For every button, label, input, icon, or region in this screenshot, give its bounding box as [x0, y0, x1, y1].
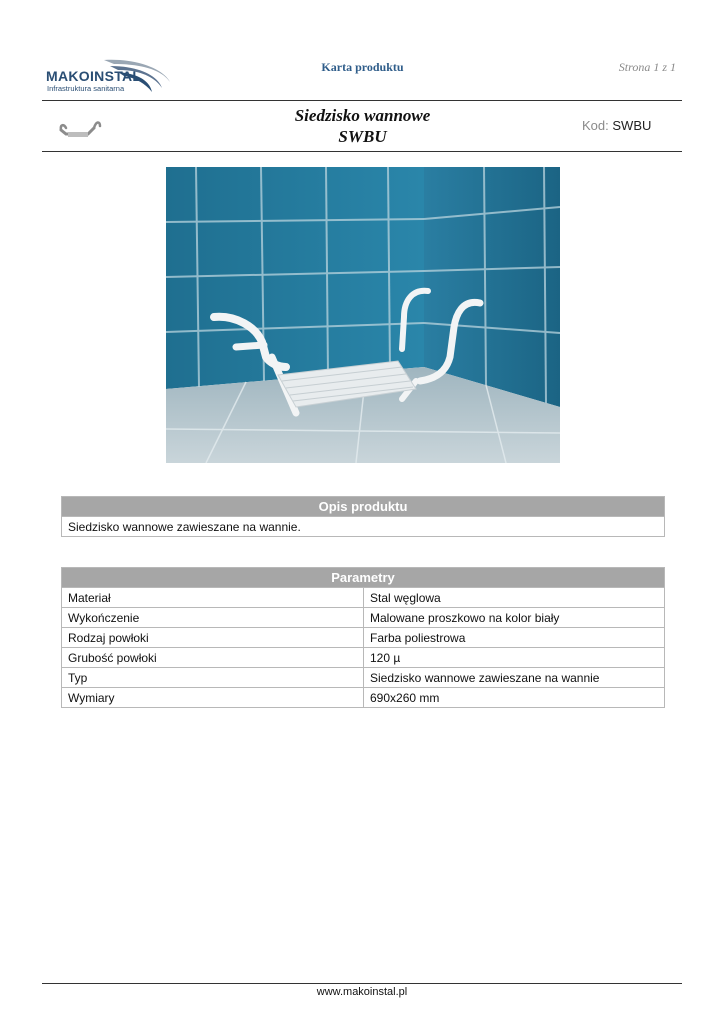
parameters-table	[61, 567, 665, 708]
table-row	[62, 628, 665, 648]
product-code-value: SWBU	[612, 118, 652, 133]
product-code-title: SWBU	[338, 127, 387, 146]
parameters-title: Parametry	[62, 568, 665, 588]
product-code	[582, 118, 651, 133]
product-name: Siedzisko wannowe	[294, 106, 431, 125]
table-row	[62, 648, 665, 668]
param-label: Typ	[62, 668, 364, 688]
param-label: Rodzaj powłoki	[62, 628, 364, 648]
param-label: Wymiary	[62, 688, 364, 708]
document-type: Karta produktu	[321, 60, 404, 74]
company-tagline: Infrastruktura sanitarna	[47, 84, 125, 93]
footer-website-link[interactable]: www.makoinstal.pl	[316, 986, 408, 998]
page-info: Strona 1 z 1	[618, 60, 676, 74]
company-logo	[44, 56, 174, 96]
param-label: Wykończenie	[62, 608, 364, 628]
param-value: 120 µ	[364, 648, 665, 668]
product-code-label: Kod:	[582, 118, 609, 133]
table-row	[62, 608, 665, 628]
table-row	[62, 588, 665, 608]
param-value: Siedzisko wannowe zawieszane na wannie	[364, 668, 665, 688]
param-value: Stal węglowa	[364, 588, 665, 608]
company-name: MAKOINSTAL	[46, 68, 142, 84]
header-rule-bottom	[42, 151, 682, 152]
description-title: Opis produktu	[62, 497, 665, 517]
description-text: Siedzisko wannowe zawieszane na wannie.	[62, 517, 665, 537]
param-label: Grubość powłoki	[62, 648, 364, 668]
description-table	[61, 496, 665, 537]
footer-rule	[42, 983, 682, 984]
product-photo	[166, 167, 560, 463]
param-value: Farba poliestrowa	[364, 628, 665, 648]
param-label: Materiał	[62, 588, 364, 608]
table-row	[62, 668, 665, 688]
param-value: 690x260 mm	[364, 688, 665, 708]
table-row	[62, 688, 665, 708]
bath-seat-icon	[58, 118, 102, 140]
param-value: Malowane proszkowo na kolor biały	[364, 608, 665, 628]
header-rule-top	[42, 100, 682, 101]
